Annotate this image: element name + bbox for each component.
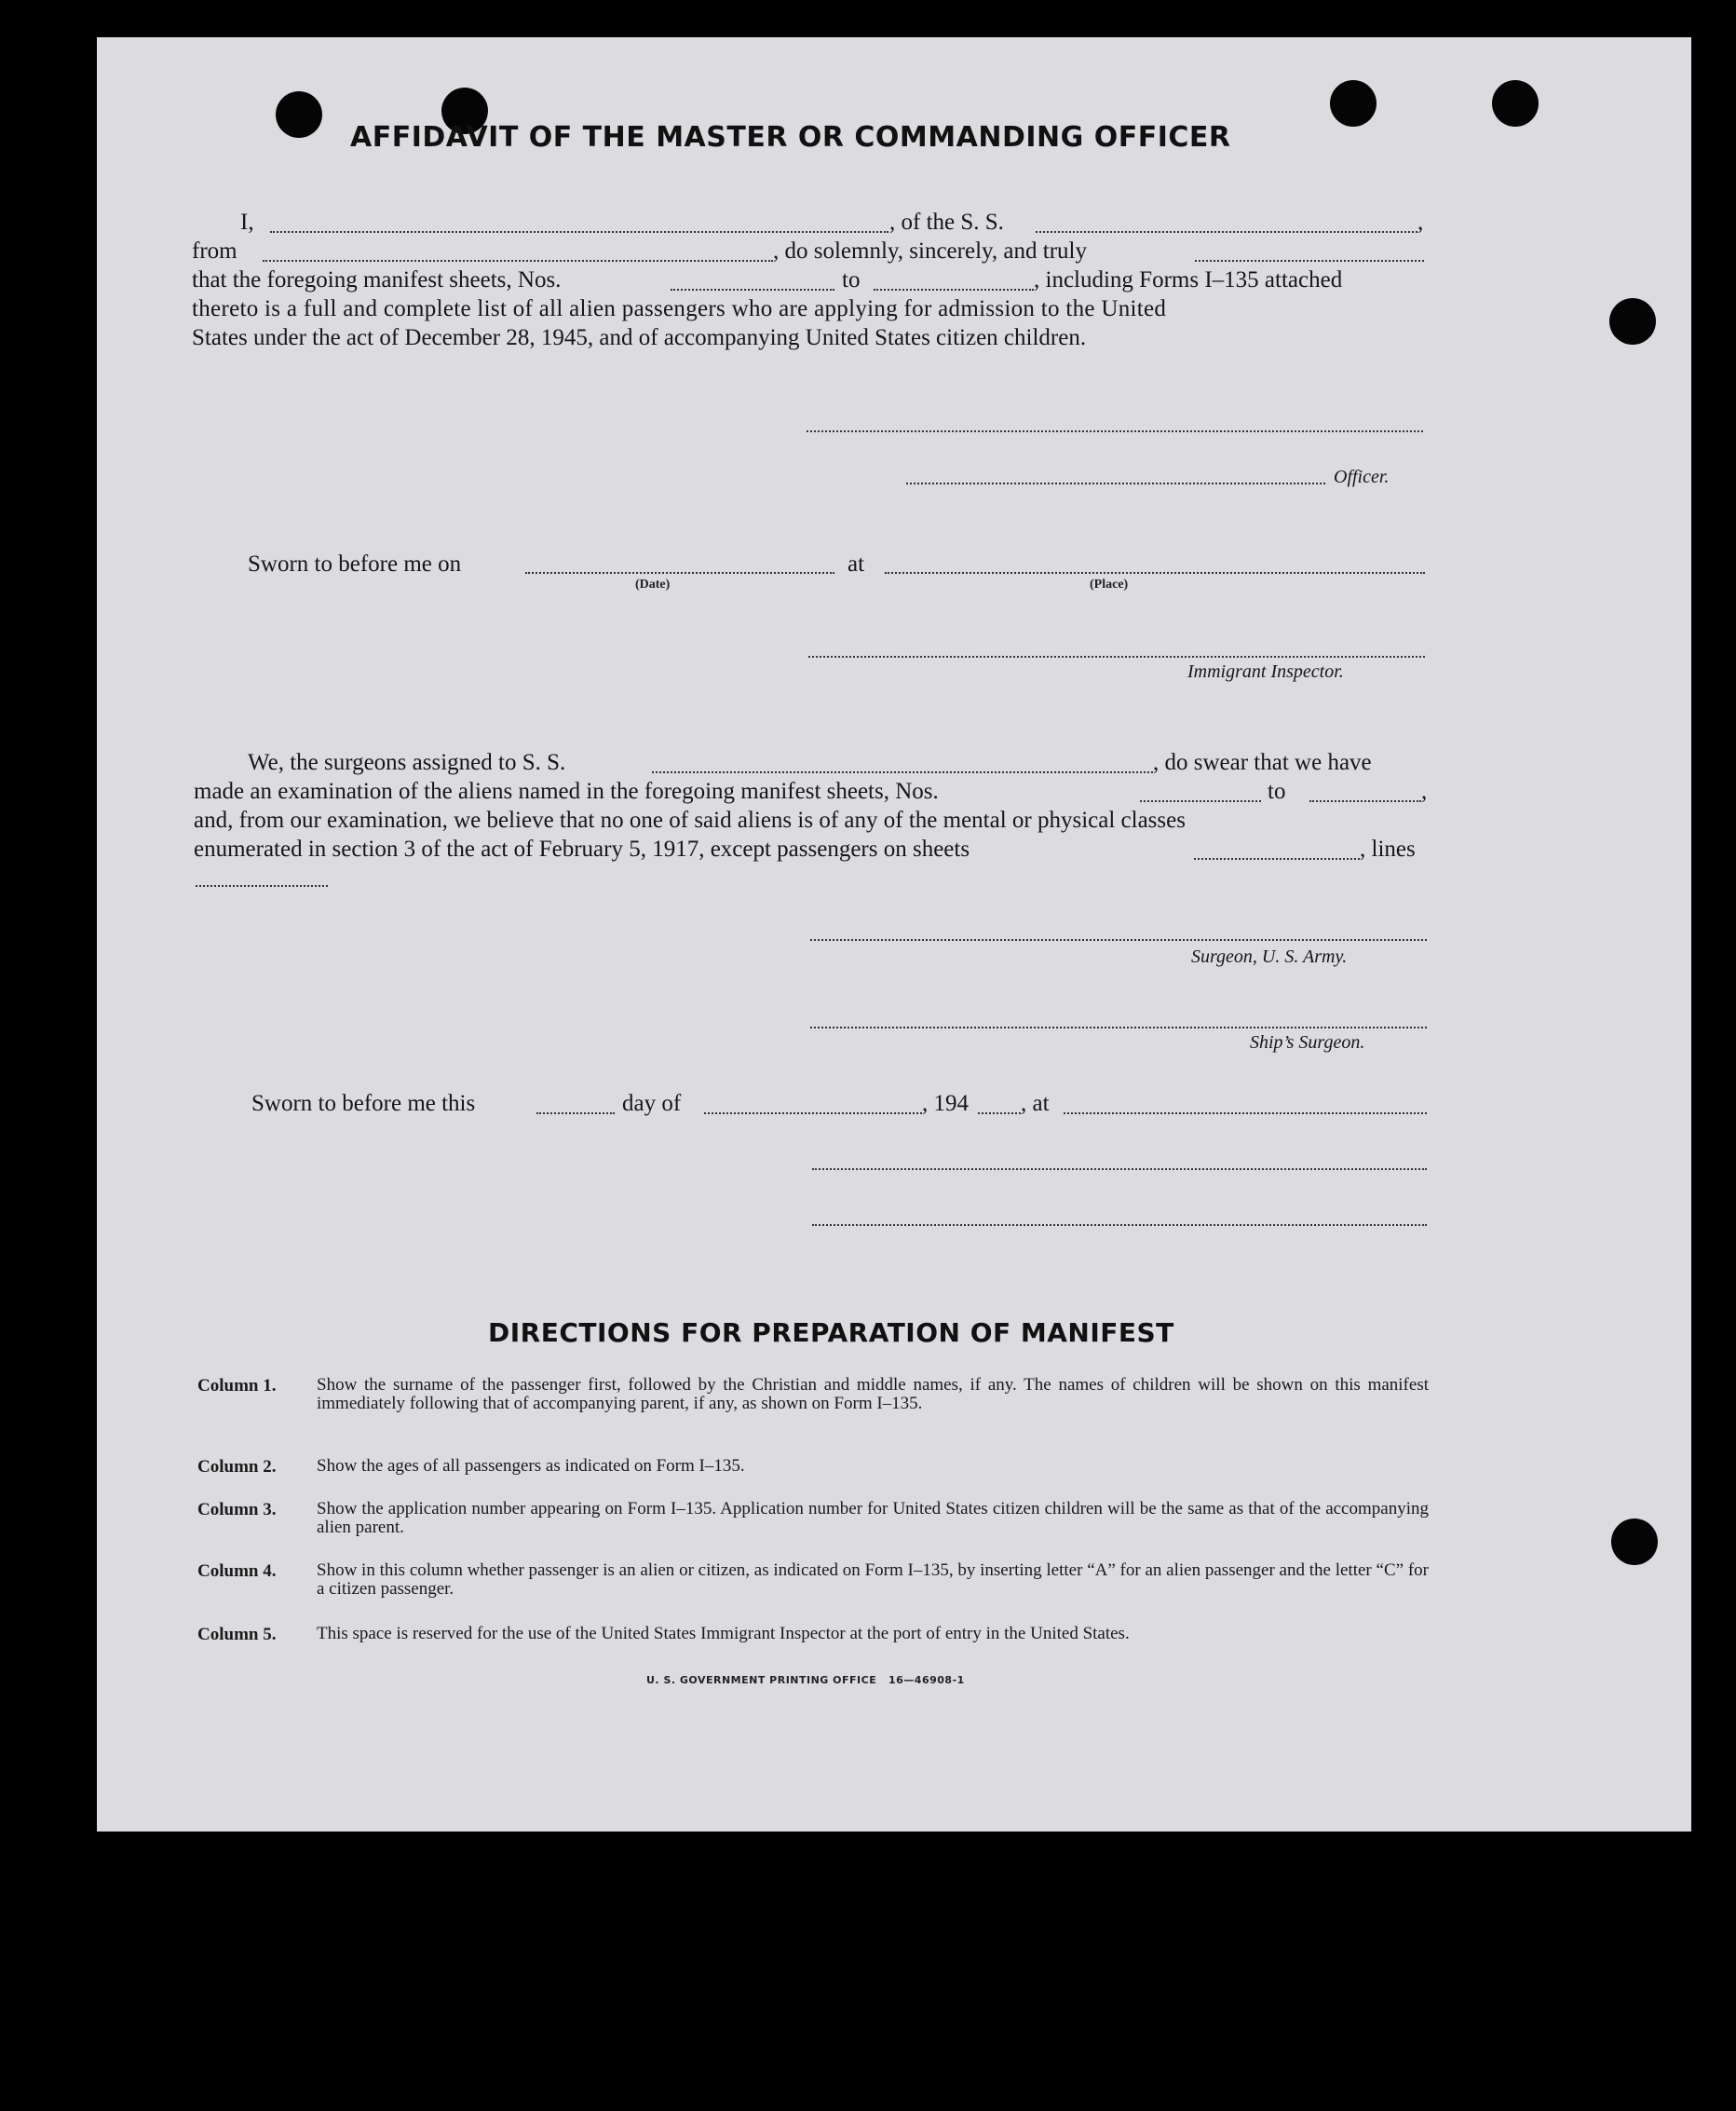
punch-hole (1330, 80, 1377, 127)
column-2-text: Show the ages of all passengers as indicated on Form I–135. (317, 1456, 745, 1476)
affidavit-of-ss: , of the S. S. (889, 210, 1004, 235)
sheet-to-field[interactable] (874, 289, 1034, 291)
sworn-month-field[interactable] (704, 1112, 922, 1114)
column-3-text: Show the application number appearing on Form I–135. Application number for United States citizen children will be the same as that of the accompanying alien parent. (317, 1499, 1429, 1537)
affidavit-i: I, (240, 210, 254, 235)
year-prefix-text: , 194 (922, 1091, 969, 1116)
army-surgeon-label: Surgeon, U. S. Army. (1191, 947, 1348, 967)
affidavit-comma: , (1417, 210, 1424, 235)
affidavit-solemnly: , do solemnly, sincerely, and truly (773, 238, 1087, 264)
sheet-from-field[interactable] (671, 289, 834, 291)
printer-imprint: U. S. GOVERNMENT PRINTING OFFICE (646, 1674, 877, 1686)
inspector-signature-line[interactable] (808, 656, 1425, 658)
sworn-before-text: Sworn to before me on (248, 552, 462, 577)
sworn-at-text: at (848, 552, 865, 577)
sworn-day-field[interactable] (536, 1112, 615, 1114)
directions-title: DIRECTIONS FOR PREPARATION OF MANIFEST (488, 1317, 1174, 1348)
day-of-text: day of (622, 1091, 682, 1116)
form-code: 16—46908-1 (888, 1674, 965, 1686)
name-field[interactable] (270, 231, 888, 233)
column-4-label: Column 4. (197, 1561, 277, 1581)
surgeons-ship-field[interactable] (652, 771, 1153, 773)
affidavit-from: from (192, 238, 237, 264)
oath-field[interactable] (1195, 260, 1424, 262)
column-5-label: Column 5. (197, 1625, 277, 1644)
surgeons-enumerated: enumerated in section 3 of the act of February 5, 1917, except passengers on sheets (194, 837, 970, 862)
column-2-label: Column 2. (197, 1457, 277, 1477)
sworn-this-text: Sworn to before me this (251, 1091, 476, 1116)
sworn-place-field[interactable] (885, 572, 1425, 574)
officer-signature-line[interactable] (807, 430, 1423, 432)
except-sheets-field[interactable] (1194, 858, 1360, 860)
sworn-at-place-text: , at (1021, 1091, 1050, 1116)
ship-surgeon-signature-line[interactable] (810, 1027, 1427, 1028)
affidavit-including: , including Forms I–135 attached (1034, 267, 1343, 293)
surgeons-comma: , (1421, 779, 1428, 804)
surgeons-to: to (1268, 779, 1286, 804)
sworn-year-field[interactable] (978, 1112, 1021, 1114)
surgeons-lines: , lines (1360, 837, 1416, 862)
date-label: (Date) (635, 578, 671, 592)
column-5-text: This space is reserved for the use of the United States Immigrant Inspector at the port of entry in the United States. (317, 1624, 1130, 1643)
punch-hole (1609, 298, 1656, 345)
officer-label: Officer. (1334, 467, 1390, 487)
except-lines-field[interactable] (196, 885, 328, 887)
ship-surgeon-label: Ship’s Surgeon. (1250, 1032, 1365, 1053)
surgeons-line-3: and, from our examination, we believe that no one of said aliens is of any of the mental or physical classes (194, 808, 1186, 833)
ship-name-field[interactable] (1036, 231, 1417, 233)
column-1-text: Show the surname of the passenger first, followed by the Christian and middle names, if any. The names of children will be shown on this manifest immediately following that of accompanying parent, if any, as shown on Form I–135. (317, 1375, 1429, 1413)
army-surgeon-signature-line[interactable] (810, 939, 1427, 941)
surgeons-sheet-to-field[interactable] (1309, 800, 1421, 802)
sworn-place-line[interactable] (1064, 1112, 1427, 1114)
column-1-label: Column 1. (197, 1376, 277, 1396)
official-signature-line-1[interactable] (812, 1168, 1427, 1170)
punch-hole (1611, 1519, 1658, 1565)
surgeons-sheet-from-field[interactable] (1140, 800, 1261, 802)
punch-hole (276, 91, 322, 138)
affidavit-line-4: thereto is a full and complete list of all alien passengers who are applying for admission to the United (192, 296, 1167, 321)
affidavit-title: AFFIDAVIT OF THE MASTER OR COMMANDING OFFICER (350, 121, 1231, 154)
surgeons-we: We, the surgeons assigned to S. S. (248, 750, 566, 775)
inspector-label: Immigrant Inspector. (1187, 661, 1344, 682)
officer-title-line[interactable] (906, 483, 1325, 484)
surgeons-made: made an examination of the aliens named in the foregoing manifest sheets, Nos. (194, 779, 939, 804)
surgeons-swear: , do swear that we have (1153, 750, 1372, 775)
column-3-label: Column 3. (197, 1500, 277, 1519)
affidavit-foregoing: that the foregoing manifest sheets, Nos. (192, 267, 562, 293)
punch-hole (1492, 80, 1539, 127)
official-signature-line-2[interactable] (812, 1224, 1427, 1226)
affidavit-line-5: States under the act of December 28, 1945, and of accompanying United States citizen children. (192, 325, 1087, 350)
column-4-text: Show in this column whether passenger is an alien or citizen, as indicated on Form I–135, by inserting letter “A” for an alien passenger and the letter “C” for a citizen passenger. (317, 1560, 1429, 1599)
port-from-field[interactable] (263, 260, 773, 262)
affidavit-to: to (842, 267, 861, 293)
place-label: (Place) (1090, 578, 1129, 592)
sworn-date-field[interactable] (525, 572, 834, 574)
